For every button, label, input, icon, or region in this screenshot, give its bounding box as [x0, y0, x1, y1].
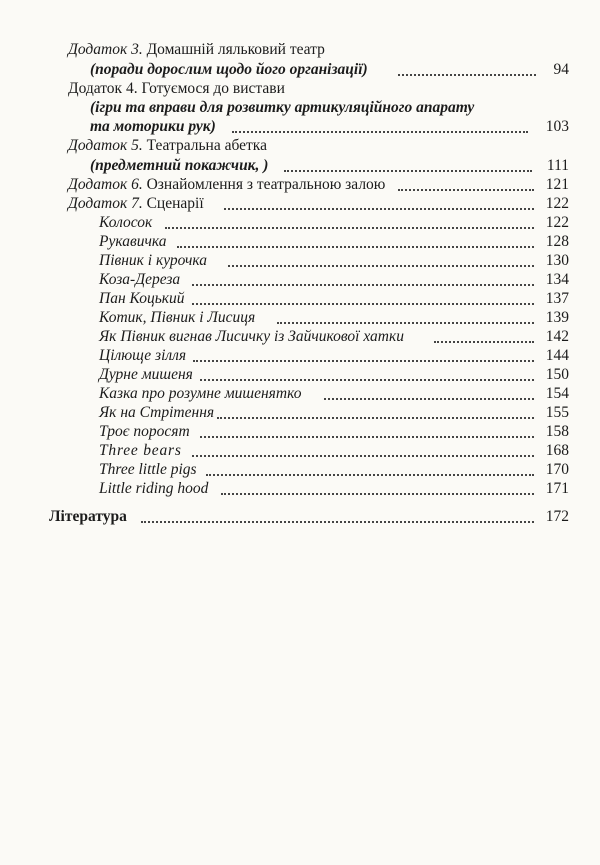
toc-entry-appendix-4	[0, 79, 600, 99]
appendix-title: Театральна абетка	[146, 137, 267, 154]
toc-entry-scenario	[0, 384, 600, 404]
literature-title: Література	[49, 508, 127, 525]
toc-entry-scenario	[0, 403, 600, 423]
toc-entry-scenario	[0, 270, 600, 290]
appendix-subtitle: та моторики рук)	[90, 118, 216, 135]
appendix-prefix: Додаток 3.	[68, 41, 143, 58]
scenario-title: Цілюще зілля	[99, 347, 187, 364]
page-number: 94	[553, 61, 569, 78]
appendix-prefix: Додаток 4.	[68, 80, 138, 97]
dot-leader	[217, 417, 534, 419]
scenario-title: Котик, Півник і Лисиця	[99, 309, 256, 326]
page-number: 155	[545, 404, 569, 421]
page-number: 172	[545, 508, 569, 525]
dot-leader	[434, 341, 534, 343]
dot-leader	[165, 227, 534, 229]
page-number: 130	[545, 252, 569, 269]
toc-entry-appendix-4-subtitle-2	[0, 117, 600, 137]
scenario-title: Little riding hood	[99, 480, 209, 497]
toc-entry-literature	[0, 507, 600, 527]
scenario-title: Дурне мишеня	[99, 366, 193, 383]
appendix-subtitle: (ігри та вправи для розвитку артикуляційного апарату	[90, 99, 475, 116]
page-number: 122	[545, 195, 569, 212]
page-number: 122	[545, 214, 569, 231]
page-number: 168	[545, 442, 569, 459]
toc-entry-appendix-3	[0, 40, 600, 60]
toc-entry-scenario	[0, 422, 600, 442]
toc-entry-scenario	[0, 365, 600, 385]
dot-leader	[193, 360, 534, 362]
scenario-title: Three little pigs	[99, 461, 197, 478]
toc-entry-scenario	[0, 251, 600, 271]
page-number: 154	[545, 385, 569, 402]
toc-entry-appendix-7	[0, 194, 600, 214]
appendix-subtitle: (поради дорослим щодо його організації)	[90, 61, 368, 78]
scenario-title: Коза-Дереза	[99, 271, 181, 288]
toc-entry-appendix-5	[0, 136, 600, 156]
page-number: 134	[545, 271, 569, 288]
page-number: 111	[546, 157, 569, 174]
dot-leader	[192, 284, 534, 286]
toc-entry-scenario	[0, 232, 600, 252]
dot-leader	[324, 398, 534, 400]
page-number: 158	[545, 423, 569, 440]
dot-leader	[200, 379, 534, 381]
toc-entry-scenario	[0, 289, 600, 309]
page-number: 121	[545, 176, 569, 193]
dot-leader	[228, 265, 534, 267]
scenario-title: Троє поросят	[99, 423, 190, 440]
dot-leader	[192, 303, 534, 305]
scenario-title: Казка про розумне мишенятко	[99, 385, 302, 402]
scenario-title: Пан Коцький	[99, 290, 185, 307]
page-number: 144	[545, 347, 569, 364]
page-number: 128	[545, 233, 569, 250]
page-number: 103	[545, 118, 569, 135]
page-number: 170	[545, 461, 569, 478]
appendix-title: Сценарії	[146, 195, 204, 212]
appendix-prefix: Додаток 6.	[68, 176, 143, 193]
scenario-title: Як Півник вигнав Лисичку із Зайчикової хатки	[99, 328, 404, 345]
dot-leader	[398, 189, 534, 191]
toc-entry-scenario	[0, 327, 600, 347]
appendix-title: Ознайомлення з театральною залою	[146, 176, 386, 193]
scenario-title: Півник і курочка	[99, 252, 208, 269]
toc-entry-scenario	[0, 479, 600, 499]
scenario-title: Рукавичка	[99, 233, 167, 250]
dot-leader	[284, 170, 532, 172]
scenario-title: Three bears	[99, 442, 182, 459]
toc-entry-scenario	[0, 213, 600, 233]
appendix-title: Домашній ляльковий театр	[146, 41, 325, 58]
toc-entry-appendix-4-subtitle-1	[0, 98, 600, 118]
toc-entry-appendix-3-subtitle	[0, 60, 600, 80]
toc-entry-scenario	[0, 460, 600, 480]
page-number: 139	[545, 309, 569, 326]
dot-leader	[177, 246, 534, 248]
toc-entry-scenario	[0, 308, 600, 328]
toc-entry-scenario	[0, 441, 600, 461]
appendix-title: Готуємося до вистави	[141, 80, 285, 97]
page-number: 150	[545, 366, 569, 383]
dot-leader	[192, 455, 534, 457]
page-number: 171	[545, 480, 569, 497]
scenario-title: Як на Стрітення	[99, 404, 215, 421]
dot-leader	[277, 322, 534, 324]
toc-entry-appendix-6	[0, 175, 600, 195]
scenario-title: Колосок	[99, 214, 153, 231]
dot-leader	[206, 474, 534, 476]
toc-entry-scenario	[0, 346, 600, 366]
appendix-prefix: Додаток 5.	[68, 137, 143, 154]
dot-leader	[398, 74, 536, 76]
page-number: 137	[545, 290, 569, 307]
page-number: 142	[545, 328, 569, 345]
dot-leader	[232, 131, 528, 133]
dot-leader	[141, 521, 534, 523]
toc-entry-appendix-5-subtitle	[0, 156, 600, 176]
dot-leader	[224, 208, 534, 210]
dot-leader	[200, 436, 534, 438]
dot-leader	[221, 493, 534, 495]
appendix-prefix: Додаток 7.	[68, 195, 143, 212]
appendix-subtitle: (предметний покажчик, )	[90, 157, 269, 174]
